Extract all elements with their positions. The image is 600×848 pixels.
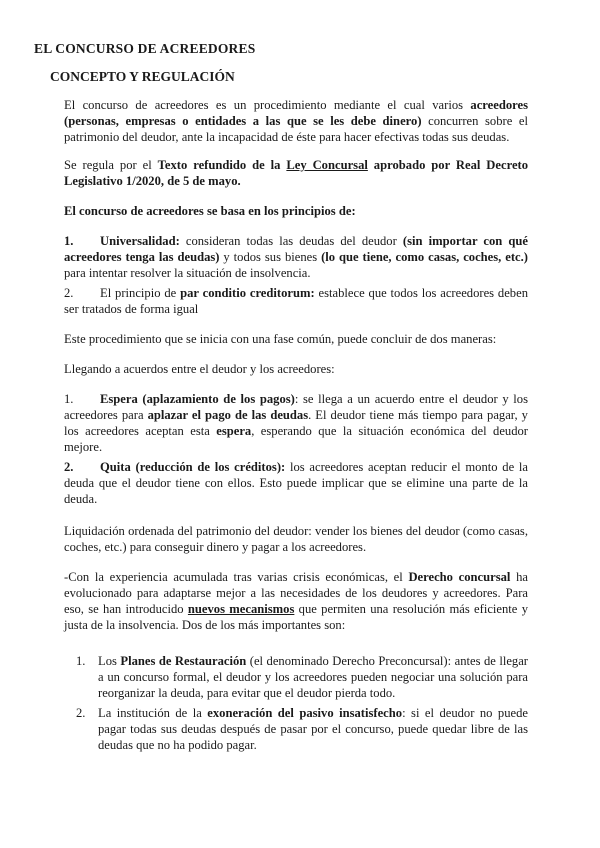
- paragraph-agreements: Llegando a acuerdos entre el deudor y los acreedores:: [64, 362, 335, 376]
- mechanism-exoneracion: 2. La institución de la exoneración del pasivo insatisfecho: si el deudor no puede pagar todas sus deudas después de pasar por el concurso, puede quedar libre de las deudas que no ha podido pagar.: [76, 706, 528, 752]
- paragraph-definition: El concurso de acreedores es un procedimiento mediante el cual varios acreedores (personas, empresas o entidades a las que se les debe dinero) concurren sobre el patrimonio del deudor, ante la incapacidad de éste para hacer efectivas todas sus deudas.: [64, 98, 528, 144]
- option-quita: 2. Quita (reducción de los créditos): los acreedores aceptan reducir el monto de la deuda que el deudor tiene con ellos. Esto puede implicar que se elimine una parte de la deuda.: [64, 460, 529, 506]
- paragraph-regulation: Se regula por el Texto refundido de la Ley Concursal aprobado por Real Decreto Legislativo 1/2020, de 5 de mayo.: [64, 158, 529, 188]
- principle-universalidad: 1. Universalidad: consideran todas las deudas del deudor (sin importar con qué acreedores tenga las deudas) y todos sus bienes (lo que tiene, como casas, coches, etc.) para intentar resolver la situación de insolvencia.: [64, 234, 528, 280]
- principle-par-conditio: 2. El principio de par conditio creditorum: establece que todos los acreedores deben ser tratados de forma igual: [64, 286, 528, 316]
- section-heading: CONCEPTO Y REGULACIÓN: [50, 69, 235, 84]
- option-espera: 1. Espera (aplazamiento de los pagos): se llega a un acuerdo entre el deudor y los acreedores para aplazar el pago de las deudas. El deudor tiene más tiempo para pagar, y los acreedores aceptan esta espera, esperando que la situación económica del deudor mejore.: [64, 392, 528, 454]
- paragraph-new-mechanisms: -Con la experiencia acumulada tras varias crisis económicas, el Derecho concursal ha evolucionado para adaptarse mejor a las necesidades de los deudores y acreedores. Para eso, se han introducido nuevos mecanismos que permiten una resolución más eficiente y justa de la insolvencia. Dos de los más importantes son:: [64, 570, 529, 632]
- principles-heading: El concurso de acreedores se basa en los principios de:: [64, 204, 356, 218]
- paragraph-procedure: Este procedimiento que se inicia con una fase común, puede concluir de dos maneras:: [64, 332, 497, 346]
- mechanism-planes-restauracion: 1. Los Planes de Restauración (el denominado Derecho Preconcursal): antes de llegar a un concurso formal, el deudor y los acreedores pueden negociar una solución para reorganizar la deuda, para evitar que el deudor pierda todo.: [76, 654, 528, 700]
- ley-concursal-link: Ley Concursal: [286, 158, 368, 172]
- paragraph-liquidation: Liquidación ordenada del patrimonio del deudor: vender los bienes del deudor (como casas, coches, etc.) para conseguir dinero y pagar a los acreedores.: [64, 524, 528, 554]
- document-title: EL CONCURSO DE ACREEDORES: [34, 41, 256, 56]
